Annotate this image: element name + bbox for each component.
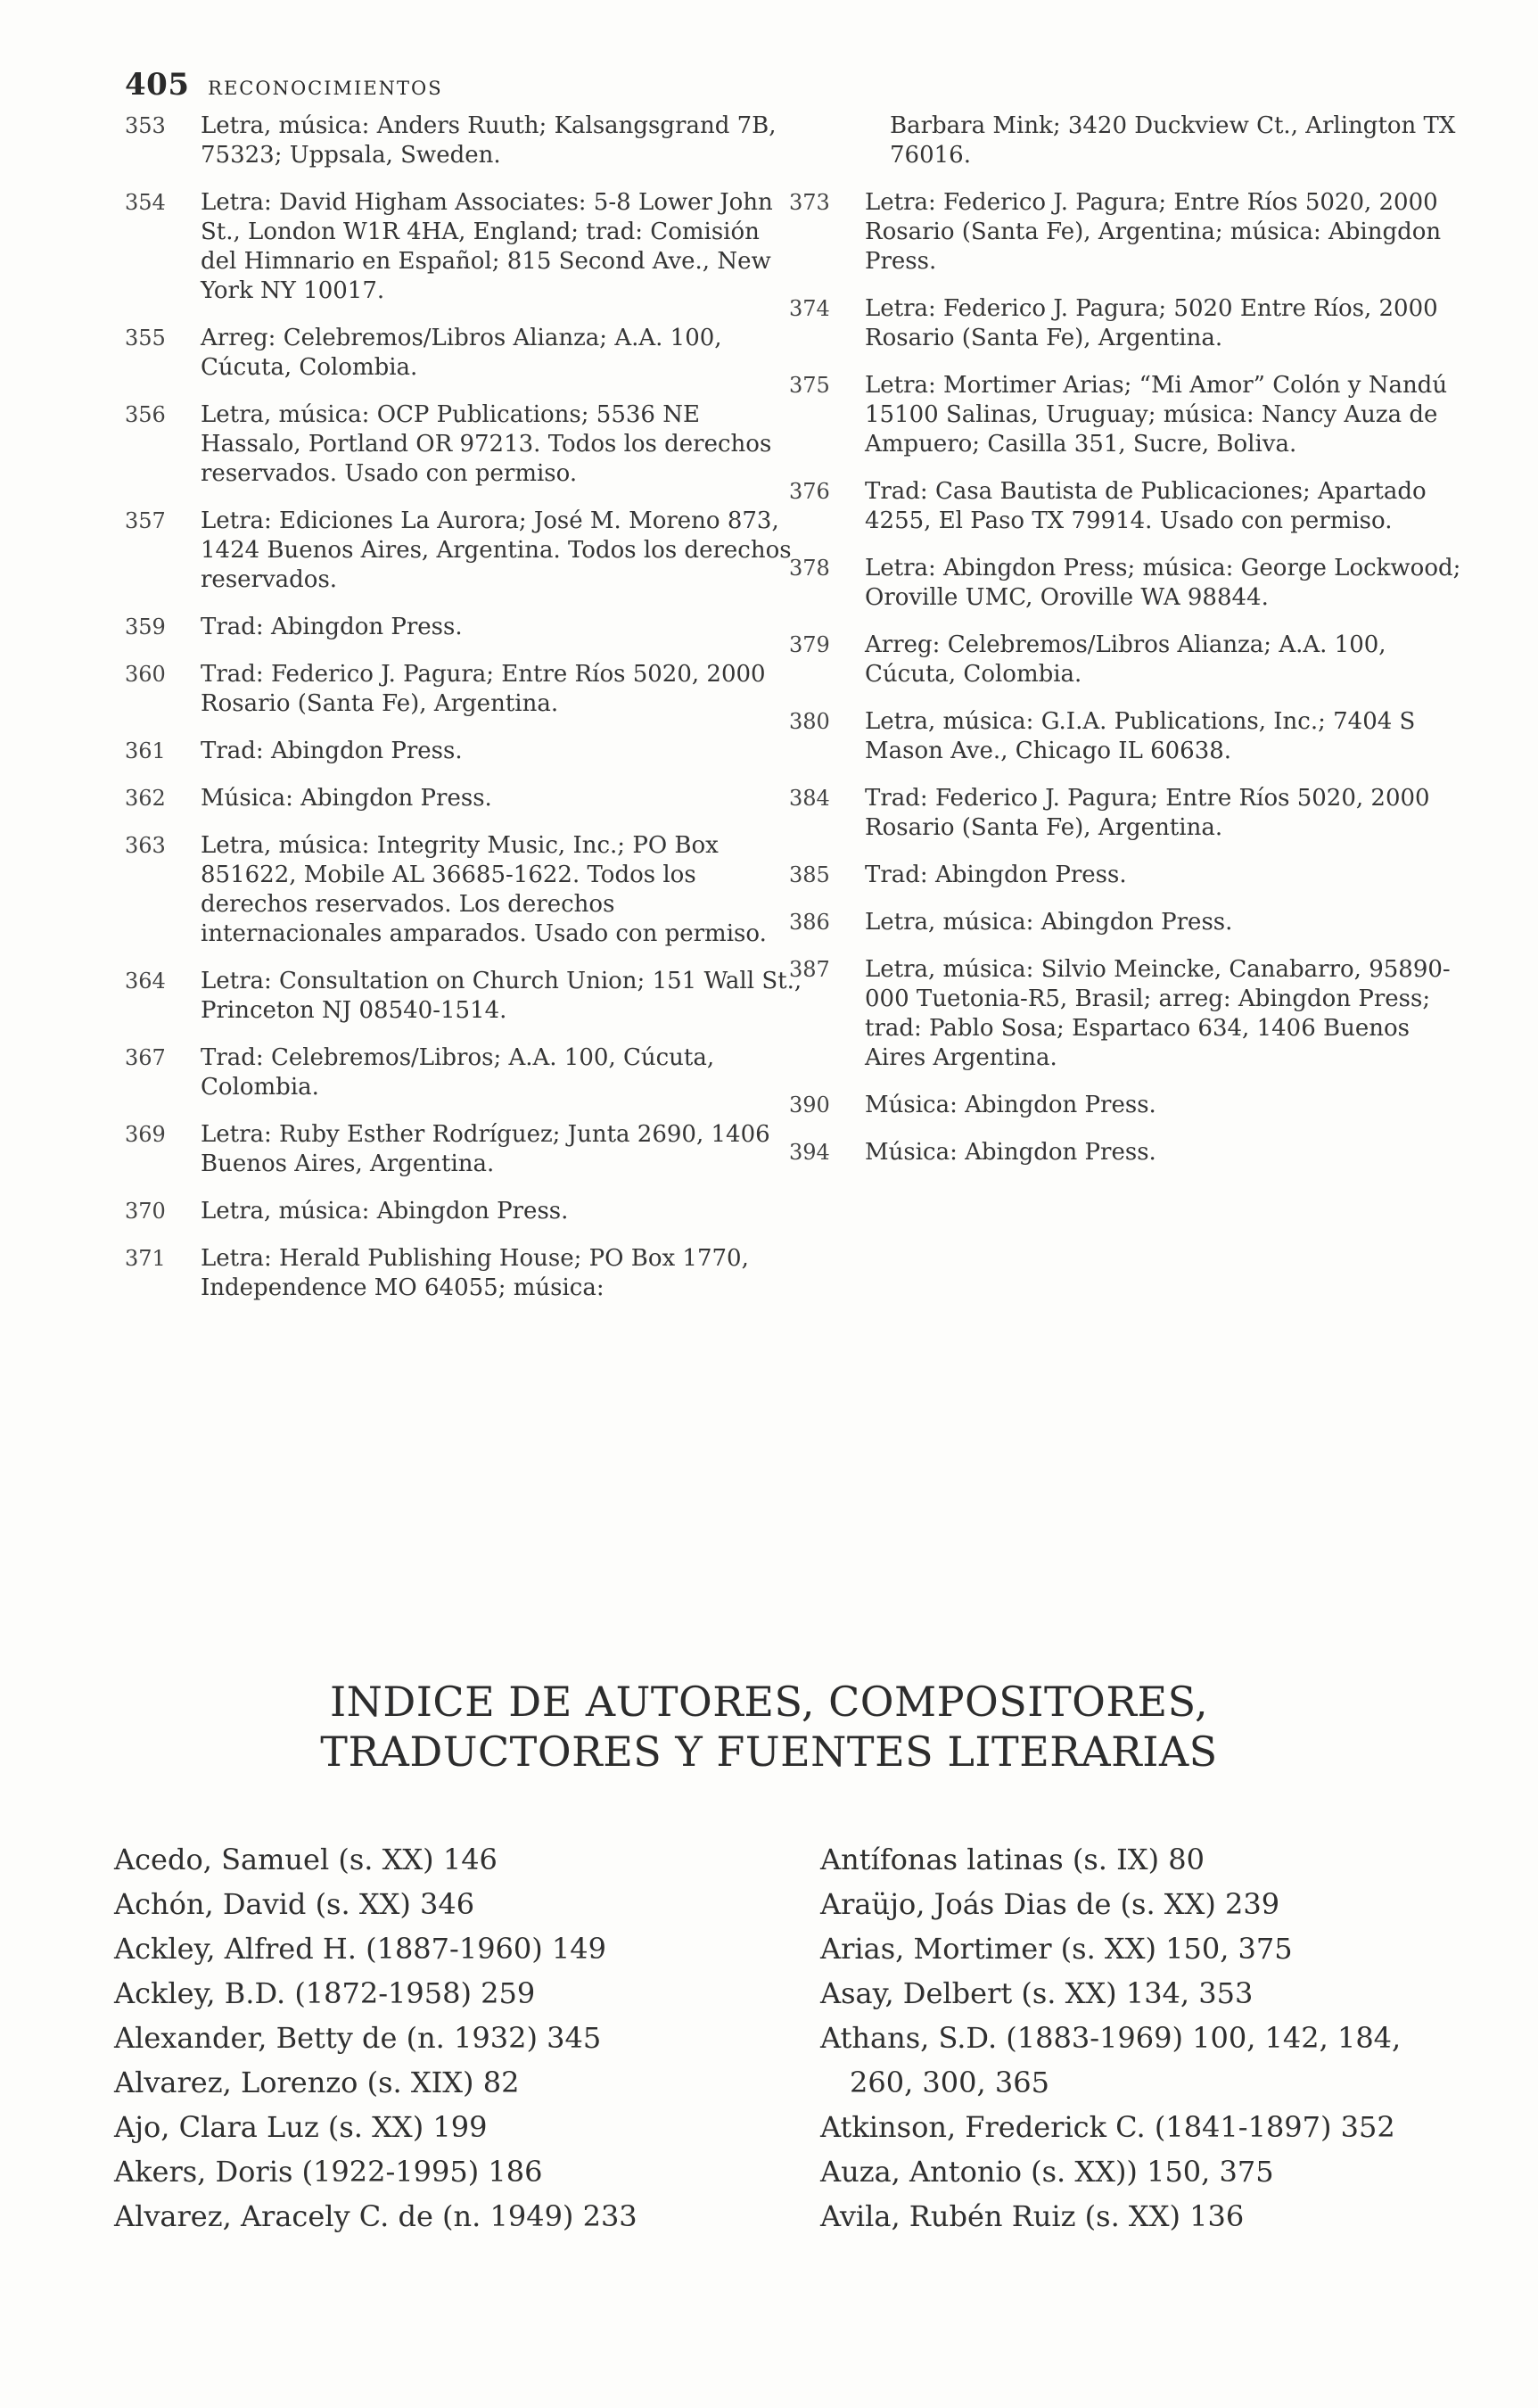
ack-entry [789, 955, 1467, 1073]
hymn-number: 361 [125, 738, 166, 763]
ack-text: Letra: Ediciones La Aurora; José M. Moreno 873, 1424 Buenos Aires, Argentina. Todos los derechos reservados. [201, 507, 792, 593]
ack-text: Letra: Ruby Esther Rodríguez; Junta 2690, 1406 Buenos Aires, Argentina. [201, 1121, 770, 1177]
hymn-number: 386 [789, 910, 830, 935]
hymn-number: 362 [125, 786, 166, 811]
ack-text: Trad: Casa Bautista de Publicaciones; Apartado 4255, El Paso TX 79914. Usado con permiso. [865, 478, 1427, 534]
index-entry: Asay, Delbert (s. XX) 134, 353 [820, 1976, 1254, 2010]
hymn-number: 390 [789, 1093, 830, 1117]
hymn-number: 379 [789, 632, 830, 657]
ack-entry [125, 324, 802, 383]
index-entry: Alvarez, Aracely C. de (n. 1949) 233 [114, 2199, 637, 2233]
ack-text: Letra: Abingdon Press; música: George Lockwood; Oroville UMC, Oroville WA 98844. [865, 555, 1461, 611]
ack-text: Letra: Mortimer Arias; “Mi Amor” Colón y Nandú 15100 Salinas, Uruguay; música: Nancy Auza de Ampuero; Casilla 351, Sucre, Boliva. [865, 372, 1448, 458]
acknowledgments-right-column [789, 111, 1467, 1185]
hymn-number: 360 [125, 662, 166, 687]
index-title [0, 1677, 1538, 1777]
hymn-number: 373 [789, 190, 830, 215]
ack-text: Letra, música: Silvio Meincke, Canabarro, 95890-000 Tuetonia-R5, Brasil; arreg: Abingdon Press; trad: Pablo Sosa; Espartaco 634, 1406 Buenos Aires Argentina. [865, 956, 1451, 1071]
ack-text: Letra: Federico J. Pagura; 5020 Entre Ríos, 2000 Rosario (Santa Fe), Argentina. [865, 295, 1438, 351]
index-entry: Antífonas latinas (s. IX) 80 [820, 1843, 1205, 1876]
ack-continuation: Barbara Mink; 3420 Duckview Ct., Arlington TX 76016. [890, 112, 1456, 169]
ack-text: Letra, música: Integrity Music, Inc.; PO Box 851622, Mobile AL 36685-1622. Todos los derechos reservados. Los derechos internacionales amparados. Usado con permiso. [201, 832, 767, 947]
index-entry: Alvarez, Lorenzo (s. XIX) 82 [114, 2066, 520, 2099]
ack-text: Arreg: Celebremos/Libros Alianza; A.A. 100, Cúcuta, Colombia. [201, 325, 722, 381]
ack-entry [789, 908, 1467, 937]
hymn-number: 387 [789, 957, 830, 982]
ack-text: Letra, música: OCP Publications; 5536 NE Hassalo, Portland OR 97213. Todos los derechos reservados. Usado con permiso. [201, 401, 772, 487]
ack-entry [789, 707, 1467, 766]
hymn-number: 355 [125, 326, 166, 350]
ack-entry [789, 784, 1467, 843]
ack-entry [125, 967, 802, 1026]
ack-entry [125, 784, 802, 813]
ack-text: Música: Abingdon Press. [865, 1139, 1156, 1166]
running-title: RECONOCIMIENTOS [208, 78, 443, 99]
ack-text: Trad: Federico J. Pagura; Entre Ríos 5020, 2000 Rosario (Santa Fe), Argentina. [865, 785, 1430, 841]
ack-text: Letra: Herald Publishing House; PO Box 1770, Independence MO 64055; música: [201, 1245, 749, 1301]
ack-entry [125, 831, 802, 949]
index-right-column [820, 1837, 1498, 2239]
ack-entry [789, 554, 1467, 613]
hymn-number: 356 [125, 402, 166, 427]
page-number: 405 [125, 67, 190, 103]
ack-entry [125, 1043, 802, 1102]
hymn-number: 374 [789, 296, 830, 321]
ack-text: Trad: Abingdon Press. [201, 614, 463, 640]
hymn-number: 369 [125, 1122, 166, 1147]
ack-entry [125, 1244, 802, 1303]
hymn-number: 354 [125, 190, 166, 215]
hymn-number: 353 [125, 113, 166, 138]
hymn-number: 367 [125, 1045, 166, 1070]
ack-text: Letra: David Higham Associates: 5-8 Lower John St., London W1R 4HA, England; trad: Comisión del Himnario en Español; 815 Second Ave., New York NY 10017. [201, 189, 773, 304]
hymn-number: 385 [789, 862, 830, 887]
ack-text: Música: Abingdon Press. [865, 1092, 1156, 1118]
ack-text: Trad: Abingdon Press. [865, 862, 1127, 888]
ack-text: Letra: Federico J. Pagura; Entre Ríos 5020, 2000 Rosario (Santa Fe), Argentina; música: Abingdon Press. [865, 189, 1442, 275]
ack-text: Música: Abingdon Press. [201, 785, 492, 812]
ack-entry [789, 631, 1467, 689]
index-entry-continuation: 260, 300, 365 [850, 2066, 1049, 2099]
index-title-line: INDICE DE AUTORES, COMPOSITORES, [329, 1678, 1209, 1726]
ack-entry [125, 660, 802, 719]
ack-entry [125, 1197, 802, 1226]
ack-text: Trad: Celebremos/Libros; A.A. 100, Cúcuta, Colombia. [201, 1044, 715, 1101]
ack-entry [125, 111, 802, 170]
hymn-number: 364 [125, 969, 166, 994]
index-entry: Atkinson, Frederick C. (1841-1897) 352 [820, 2110, 1395, 2144]
index-entry: Akers, Doris (1922-1995) 186 [114, 2155, 543, 2189]
hymn-number: 357 [125, 508, 166, 533]
index-entry: Achón, David (s. XX) 346 [114, 1887, 475, 1921]
index-left-column [114, 1837, 792, 2239]
ack-text: Arreg: Celebremos/Libros Alianza; A.A. 100, Cúcuta, Colombia. [865, 631, 1386, 688]
ack-text: Letra, música: Anders Ruuth; Kalsangsgrand 7B, 75323; Uppsala, Sweden. [201, 112, 777, 169]
index-entry: Ackley, Alfred H. (1887-1960) 149 [114, 1932, 606, 1966]
index-entry: Ackley, B.D. (1872-1958) 259 [114, 1976, 536, 2010]
acknowledgments-left-column [125, 111, 802, 1321]
index-entry: Ajo, Clara Luz (s. XX) 199 [114, 2110, 488, 2144]
index-entry: Arias, Mortimer (s. XX) 150, 375 [820, 1932, 1293, 1966]
ack-text: Letra, música: Abingdon Press. [865, 909, 1233, 936]
index-entry: Acedo, Samuel (s. XX) 146 [114, 1843, 498, 1876]
index-entry: Auza, Antonio (s. XX)) 150, 375 [820, 2155, 1274, 2189]
hymn-number: 380 [789, 709, 830, 734]
ack-entry [125, 400, 802, 489]
ack-entry [125, 188, 802, 306]
ack-entry [125, 613, 802, 642]
hymn-number: 370 [125, 1199, 166, 1224]
ack-entry [789, 1138, 1467, 1167]
hymn-number: 376 [789, 479, 830, 504]
ack-text: Trad: Abingdon Press. [201, 738, 463, 764]
index-entry [820, 2016, 1498, 2105]
ack-entry [789, 1091, 1467, 1120]
index-entry: Araüjo, Joás Dias de (s. XX) 239 [820, 1887, 1280, 1921]
index-title-line: TRADUCTORES Y FUENTES LITERARIAS [320, 1728, 1218, 1776]
index-entry: Avila, Rubén Ruiz (s. XX) 136 [820, 2199, 1245, 2233]
hymn-number: 378 [789, 556, 830, 581]
ack-entry [789, 371, 1467, 459]
index-entry-text: Athans, S.D. (1883-1969) 100, 142, 184, [820, 2021, 1402, 2055]
ack-text: Letra: Consultation on Church Union; 151 Wall St., Princeton NJ 08540-1514. [201, 968, 802, 1024]
ack-text: Letra, música: G.I.A. Publications, Inc.; 7404 S Mason Ave., Chicago IL 60638. [865, 708, 1416, 764]
ack-text: Letra, música: Abingdon Press. [201, 1198, 569, 1225]
hymn-number: 375 [789, 373, 830, 398]
ack-entry [125, 507, 802, 595]
hymn-number: 371 [125, 1246, 166, 1271]
index-entry: Alexander, Betty de (n. 1932) 345 [114, 2021, 602, 2055]
ack-entry [125, 737, 802, 766]
ack-text: Trad: Federico J. Pagura; Entre Ríos 5020, 2000 Rosario (Santa Fe), Argentina. [201, 661, 766, 717]
ack-entry [789, 188, 1467, 276]
ack-entry [789, 861, 1467, 890]
hymn-number: 363 [125, 833, 166, 858]
ack-entry [125, 1120, 802, 1179]
ack-entry [789, 294, 1467, 353]
hymn-number: 394 [789, 1140, 830, 1165]
hymn-number: 384 [789, 786, 830, 811]
ack-entry [789, 477, 1467, 536]
page-header [125, 67, 443, 103]
hymn-number: 359 [125, 614, 166, 639]
